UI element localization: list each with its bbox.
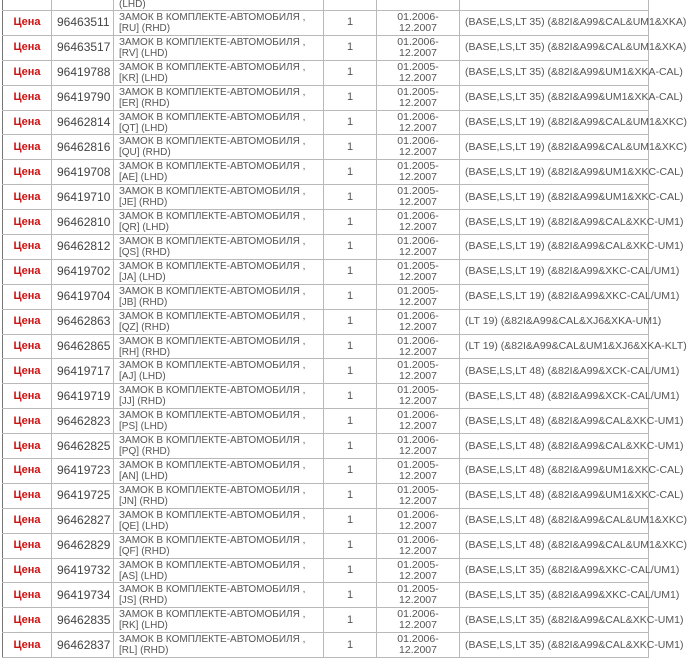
date-range: 01.2005-12.2007 — [377, 85, 460, 110]
part-description: ЗАМОК В КОМПЛЕКТЕ-АВТОМОБИЛЯ ,[RL] (RHD) — [114, 633, 324, 658]
part-description: ЗАМОК В КОМПЛЕКТЕ-АВТОМОБИЛЯ ,[JE] (RHD) — [114, 185, 324, 210]
quantity: 1 — [324, 583, 377, 608]
applicability-note: (BASE,LS,LT 48) (&82I&A99&CAL&XKC-UM1) — [460, 409, 649, 434]
price-link[interactable]: Цена — [13, 140, 41, 153]
part-number: 96419702 — [52, 259, 114, 284]
quantity: 1 — [324, 533, 377, 558]
part-description: ЗАМОК В КОМПЛЕКТЕ-АВТОМОБИЛЯ ,[QR] (LHD) — [114, 210, 324, 235]
description-text: (LHD) — [119, 0, 146, 10]
date-range: 01.2006-12.2007 — [377, 11, 460, 36]
applicability-note: (BASE,LS,LT 48) (&82I&A99&UM1&XKC-CAL) — [460, 459, 649, 484]
table-row — [3, 434, 649, 459]
price-cell — [3, 558, 52, 583]
price-link[interactable]: Цена — [13, 190, 41, 203]
quantity: 1 — [324, 384, 377, 409]
price-cell — [3, 359, 52, 384]
price-link[interactable]: Цена — [13, 66, 41, 79]
part-number: 96463511 — [52, 11, 114, 36]
date-range: 01.2006-12.2007 — [377, 135, 460, 160]
quantity: 1 — [324, 185, 377, 210]
price-cell — [3, 210, 52, 235]
price-cell — [3, 533, 52, 558]
part-number: 96462810 — [52, 210, 114, 235]
part-number: 96419708 — [52, 160, 114, 185]
table-row — [3, 608, 649, 633]
part-description: ЗАМОК В КОМПЛЕКТЕ-АВТОМОБИЛЯ ,[AS] (LHD) — [114, 558, 324, 583]
applicability-note: (BASE,LS,LT 48) (&82I&A99&CAL&UM1&XKC) — [460, 533, 649, 558]
quantity: 1 — [324, 284, 377, 309]
price-cell — [3, 508, 52, 533]
part-description: ЗАМОК В КОМПЛЕКТЕ-АВТОМОБИЛЯ ,[PS] (LHD) — [114, 409, 324, 434]
quantity: 1 — [324, 210, 377, 235]
date-range: 01.2006-12.2007 — [377, 434, 460, 459]
part-number: 96419732 — [52, 558, 114, 583]
price-cell — [3, 0, 52, 11]
quantity: 1 — [324, 558, 377, 583]
table-row — [3, 533, 649, 558]
date-range: 01.2005-12.2007 — [377, 259, 460, 284]
part-description: ЗАМОК В КОМПЛЕКТЕ-АВТОМОБИЛЯ ,[QT] (LHD) — [114, 110, 324, 135]
quantity: 1 — [324, 110, 377, 135]
part-number: 96462816 — [52, 135, 114, 160]
part-number: 96463517 — [52, 35, 114, 60]
part-number: 96462863 — [52, 309, 114, 334]
applicability-note: (BASE,LS,LT 35) (&82I&A99&CAL&XKC-UM1) — [460, 608, 649, 633]
price-link[interactable]: Цена — [13, 439, 41, 452]
date-range: 01.2006-12.2007 — [377, 110, 460, 135]
part-description: ЗАМОК В КОМПЛЕКТЕ-АВТОМОБИЛЯ ,[JB] (RHD) — [114, 284, 324, 309]
part-description: ЗАМОК В КОМПЛЕКТЕ-АВТОМОБИЛЯ ,[QZ] (RHD) — [114, 309, 324, 334]
table-row — [3, 85, 649, 110]
applicability-note: (BASE,LS,LT 19) (&82I&A99&CAL&UM1&XKC) — [460, 135, 649, 160]
price-link[interactable]: Цена — [13, 613, 41, 626]
price-link[interactable]: Цена — [13, 240, 41, 253]
quantity: 1 — [324, 359, 377, 384]
date-range: 01.2005-12.2007 — [377, 60, 460, 85]
price-link[interactable]: Цена — [13, 464, 41, 477]
table-row — [3, 11, 649, 36]
price-link[interactable]: Цена — [13, 215, 41, 228]
quantity: 1 — [324, 11, 377, 36]
part-number: 96462825 — [52, 434, 114, 459]
part-description: ЗАМОК В КОМПЛЕКТЕ-АВТОМОБИЛЯ ,[QS] (RHD) — [114, 235, 324, 260]
date-range: 01.2006-12.2007 — [377, 508, 460, 533]
quantity: 1 — [324, 309, 377, 334]
applicability-note: (BASE,LS,LT 48) (&82I&A99&XCK-CAL/UM1) — [460, 359, 649, 384]
table-row — [3, 235, 649, 260]
part-description: ЗАМОК В КОМПЛЕКТЕ-АВТОМОБИЛЯ ,[AJ] (LHD) — [114, 359, 324, 384]
table-row — [3, 583, 649, 608]
price-cell — [3, 459, 52, 484]
part-number: 96462835 — [52, 608, 114, 633]
price-cell — [3, 483, 52, 508]
part-number: 96419725 — [52, 483, 114, 508]
price-link[interactable]: Цена — [13, 41, 41, 54]
part-number: 96462865 — [52, 334, 114, 359]
price-link[interactable]: Цена — [13, 588, 41, 601]
table-row — [3, 558, 649, 583]
applicability-note: (BASE,LS,LT 48) (&82I&A99&CAL&UM1&XKC) — [460, 508, 649, 533]
date-range: 01.2006-12.2007 — [377, 334, 460, 359]
quantity: 1 — [324, 160, 377, 185]
price-link[interactable]: Цена — [13, 340, 41, 353]
part-number: 96462837 — [52, 633, 114, 658]
price-link[interactable]: Цена — [13, 315, 41, 328]
table-row — [3, 210, 649, 235]
price-cell — [3, 583, 52, 608]
date-range: 01.2005-12.2007 — [377, 583, 460, 608]
date-range: 01.2005-12.2007 — [377, 483, 460, 508]
price-link[interactable]: Цена — [13, 564, 41, 577]
quantity: 1 — [324, 334, 377, 359]
applicability-note: (BASE,LS,LT 48) (&82I&A99&CAL&XKC-UM1) — [460, 434, 649, 459]
part-description: ЗАМОК В КОМПЛЕКТЕ-АВТОМОБИЛЯ ,[PQ] (RHD) — [114, 434, 324, 459]
date-range: 01.2006-12.2007 — [377, 533, 460, 558]
applicability-note: (BASE,LS,LT 35) (&82I&A99&UM1&XKA-CAL) — [460, 85, 649, 110]
applicability-note: (BASE,LS,LT 19) (&82I&A99&UM1&XKC-CAL) — [460, 160, 649, 185]
price-cell — [3, 110, 52, 135]
table-row — [3, 110, 649, 135]
applicability-note: (BASE,LS,LT 48) (&82I&A99&XCK-CAL/UM1) — [460, 384, 649, 409]
part-description: ЗАМОК В КОМПЛЕКТЕ-АВТОМОБИЛЯ ,[QE] (LHD) — [114, 508, 324, 533]
price-cell — [3, 35, 52, 60]
part-description: ЗАМОК В КОМПЛЕКТЕ-АВТОМОБИЛЯ ,[QF] (RHD) — [114, 533, 324, 558]
applicability-note: (LT 19) (&82I&A99&CAL&XJ6&XKA-UM1) — [460, 309, 649, 334]
table-row — [3, 60, 649, 85]
price-link[interactable]: Цена — [13, 16, 41, 29]
part-number: 96419723 — [52, 459, 114, 484]
applicability-note: (BASE,LS,LT 35) (&82I&A99&CAL&UM1&XKA) — [460, 35, 649, 60]
part-number: 96462823 — [52, 409, 114, 434]
price-link[interactable]: Цена — [13, 165, 41, 178]
applicability-note: (BASE,LS,LT 19) (&82I&A99&UM1&XKC-CAL) — [460, 185, 649, 210]
price-cell — [3, 409, 52, 434]
date-cell — [377, 0, 460, 11]
table-row — [3, 359, 649, 384]
applicability-note: (BASE,LS,LT 19) (&82I&A99&CAL&XKC-UM1) — [460, 210, 649, 235]
part-description: ЗАМОК В КОМПЛЕКТЕ-АВТОМОБИЛЯ ,[QU] (RHD) — [114, 135, 324, 160]
price-link[interactable]: Цена — [13, 116, 41, 128]
price-cell — [3, 185, 52, 210]
table-row — [3, 459, 649, 484]
price-cell — [3, 608, 52, 633]
qty-cell — [324, 0, 377, 11]
date-range: 01.2006-12.2007 — [377, 608, 460, 633]
date-range: 01.2006-12.2007 — [377, 633, 460, 658]
table-row — [3, 35, 649, 60]
date-range: 01.2006-12.2007 — [377, 35, 460, 60]
table-row — [3, 259, 649, 284]
price-link[interactable]: Цена — [13, 539, 41, 552]
price-cell — [3, 384, 52, 409]
date-range: 01.2005-12.2007 — [377, 284, 460, 309]
date-range: 01.2005-12.2007 — [377, 160, 460, 185]
part-number: 96462829 — [52, 533, 114, 558]
quantity: 1 — [324, 60, 377, 85]
table-row — [3, 508, 649, 533]
applicability-note: (BASE,LS,LT 19) (&82I&A99&CAL&UM1&XKC) — [460, 110, 649, 135]
description-cell — [114, 0, 324, 11]
part-number: 96419788 — [52, 60, 114, 85]
quantity: 1 — [324, 434, 377, 459]
price-link[interactable]: Цена — [13, 514, 41, 527]
part-description: ЗАМОК В КОМПЛЕКТЕ-АВТОМОБИЛЯ ,[JA] (LHD) — [114, 259, 324, 284]
price-cell — [3, 434, 52, 459]
price-cell — [3, 135, 52, 160]
price-link[interactable]: Цена — [13, 638, 41, 651]
price-cell — [3, 309, 52, 334]
date-range: 01.2005-12.2007 — [377, 459, 460, 484]
applicability-note: (BASE,LS,LT 35) (&82I&A99&CAL&XKC-UM1) — [460, 633, 649, 658]
part-description: ЗАМОК В КОМПЛЕКТЕ-АВТОМОБИЛЯ ,[RU] (RHD) — [114, 11, 324, 36]
price-cell — [3, 284, 52, 309]
table-row — [3, 135, 649, 160]
part-number: 96419710 — [52, 185, 114, 210]
price-link[interactable]: Цена — [13, 265, 41, 278]
part-description: ЗАМОК В КОМПЛЕКТЕ-АВТОМОБИЛЯ ,[AE] (LHD) — [114, 160, 324, 185]
price-cell — [3, 633, 52, 658]
applicability-note: (BASE,LS,LT 35) (&82I&A99&UM1&XKA-CAL) — [460, 60, 649, 85]
part-description: ЗАМОК В КОМПЛЕКТЕ-АВТОМОБИЛЯ ,[KR] (LHD) — [114, 60, 324, 85]
table-row — [3, 160, 649, 185]
applicability-note: (BASE,LS,LT 19) (&82I&A99&XKC-CAL/UM1) — [460, 259, 649, 284]
quantity: 1 — [324, 608, 377, 633]
price-cell — [3, 235, 52, 260]
part-number-cell — [52, 0, 114, 11]
table-row — [3, 334, 649, 359]
price-cell — [3, 259, 52, 284]
quantity: 1 — [324, 135, 377, 160]
date-range: 01.2006-12.2007 — [377, 309, 460, 334]
date-range: 01.2006-12.2007 — [377, 409, 460, 434]
price-cell — [3, 334, 52, 359]
part-description: ЗАМОК В КОМПЛЕКТЕ-АВТОМОБИЛЯ ,[AN] (LHD) — [114, 459, 324, 484]
price-link[interactable]: Цена — [13, 489, 41, 502]
part-number: 96419734 — [52, 583, 114, 608]
price-link[interactable]: Цена — [13, 389, 41, 402]
table-row — [3, 384, 649, 409]
part-number: 96462827 — [52, 508, 114, 533]
quantity: 1 — [324, 633, 377, 658]
quantity: 1 — [324, 483, 377, 508]
table-row-partial — [3, 0, 649, 11]
table-row — [3, 309, 649, 334]
quantity: 1 — [324, 508, 377, 533]
applicability-note: (BASE,LS,LT 35) (&82I&A99&XKC-CAL/UM1) — [460, 583, 649, 608]
date-range: 01.2005-12.2007 — [377, 384, 460, 409]
applicability-note: (BASE,LS,LT 35) (&82I&A99&XKC-CAL/UM1) — [460, 558, 649, 583]
price-link[interactable]: Цена — [13, 414, 41, 427]
applicability-note: (BASE,LS,LT 35) (&82I&A99&CAL&UM1&XKA) — [460, 11, 649, 36]
applicability-note: (BASE,LS,LT 48) (&82I&A99&UM1&XKC-CAL) — [460, 483, 649, 508]
part-description: ЗАМОК В КОМПЛЕКТЕ-АВТОМОБИЛЯ ,[ER] (RHD) — [114, 85, 324, 110]
parts-table — [2, 0, 687, 658]
part-number: 96419790 — [52, 85, 114, 110]
price-cell — [3, 60, 52, 85]
part-description: ЗАМОК В КОМПЛЕКТЕ-АВТОМОБИЛЯ ,[RV] (LHD) — [114, 35, 324, 60]
table-row — [3, 483, 649, 508]
part-number: 96462814 — [52, 110, 114, 135]
date-range: 01.2006-12.2007 — [377, 210, 460, 235]
part-description: ЗАМОК В КОМПЛЕКТЕ-АВТОМОБИЛЯ ,[JS] (RHD) — [114, 583, 324, 608]
note-cell — [460, 0, 649, 11]
price-link[interactable]: Цена — [13, 364, 41, 377]
price-link[interactable]: Цена — [13, 290, 41, 303]
date-range: 01.2005-12.2007 — [377, 359, 460, 384]
table-row — [3, 185, 649, 210]
price-cell — [3, 11, 52, 36]
applicability-note: (LT 19) (&82I&A99&CAL&UM1&XJ6&XKA-KLT) — [460, 334, 649, 359]
quantity: 1 — [324, 85, 377, 110]
table-row — [3, 633, 649, 658]
quantity: 1 — [324, 459, 377, 484]
part-number: 96462812 — [52, 235, 114, 260]
table-row — [3, 409, 649, 434]
part-description: ЗАМОК В КОМПЛЕКТЕ-АВТОМОБИЛЯ ,[RK] (LHD) — [114, 608, 324, 633]
price-link[interactable]: Цена — [13, 91, 41, 104]
part-description: ЗАМОК В КОМПЛЕКТЕ-АВТОМОБИЛЯ ,[JJ] (RHD) — [114, 384, 324, 409]
part-number: 96419717 — [52, 359, 114, 384]
price-cell — [3, 85, 52, 110]
part-number: 96419704 — [52, 284, 114, 309]
part-description: ЗАМОК В КОМПЛЕКТЕ-АВТОМОБИЛЯ ,[JN] (RHD) — [114, 483, 324, 508]
applicability-note: (BASE,LS,LT 19) (&82I&A99&CAL&XKC-UM1) — [460, 235, 649, 260]
quantity: 1 — [324, 409, 377, 434]
date-range: 01.2006-12.2007 — [377, 235, 460, 260]
quantity: 1 — [324, 235, 377, 260]
date-range: 01.2005-12.2007 — [377, 185, 460, 210]
part-description: ЗАМОК В КОМПЛЕКТЕ-АВТОМОБИЛЯ ,[RH] (RHD) — [114, 334, 324, 359]
applicability-note: (BASE,LS,LT 19) (&82I&A99&XKC-CAL/UM1) — [460, 284, 649, 309]
table-row — [3, 284, 649, 309]
part-number: 96419719 — [52, 384, 114, 409]
date-range: 01.2005-12.2007 — [377, 558, 460, 583]
quantity: 1 — [324, 35, 377, 60]
quantity: 1 — [324, 259, 377, 284]
price-cell — [3, 160, 52, 185]
